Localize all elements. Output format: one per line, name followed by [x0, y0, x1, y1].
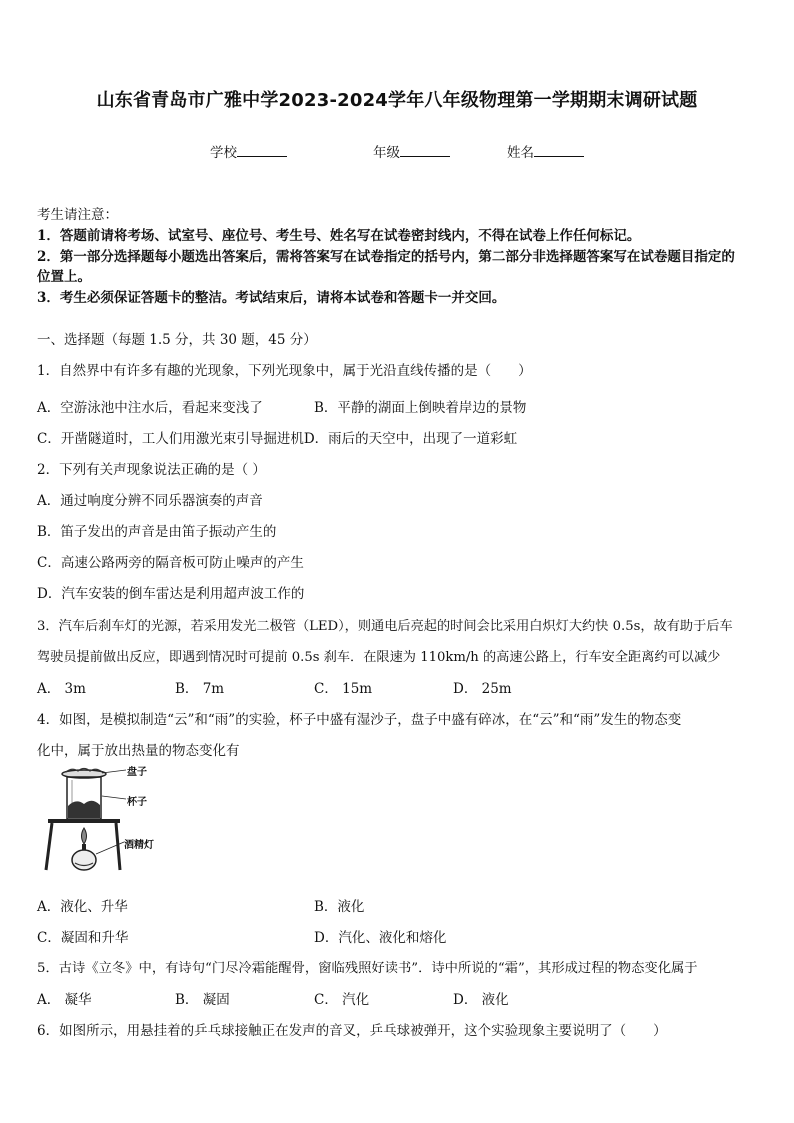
cup-label: 杯子	[127, 797, 147, 808]
q3-stem-line2: 驾驶员提前做出反应，即遇到情况时可提前 0.5s 刹车．在限速为 110km/h 的高速公路上，行车安全距离约可以减少	[37, 650, 721, 665]
name-label: 姓名	[507, 145, 534, 161]
grade-field	[373, 141, 450, 161]
q1-stem: 1．自然界中有许多有趣的光现象，下列光现象中，属于光沿直线传播的是（ ）	[37, 363, 532, 379]
school-field	[210, 141, 287, 161]
q2-option-a: A．通过响度分辨不同乐器演奏的声音	[37, 493, 263, 509]
q3-option-d: D． 25m	[453, 681, 512, 697]
plate-label: 盘子	[127, 767, 147, 778]
lamp-label: 酒精灯	[124, 840, 154, 851]
name-blank	[534, 143, 584, 157]
section-heading: 一、选择题（每题 1.5 分，共 30 题，45 分）	[37, 332, 317, 348]
q4-option-a: A．液化、升华	[37, 899, 128, 915]
q4-stem-line2: 化中，属于放出热量的物态变化有	[37, 743, 240, 759]
q3-option-a: A． 3m	[37, 681, 86, 697]
school-blank	[237, 143, 287, 157]
q5-option-c: C． 汽化	[314, 992, 370, 1008]
q5-stem: 5．古诗《立冬》中，有诗句“门尽冷霜能醒骨，窗临残照好读书”．诗中所说的“霜”，其形成过程的物态变化属于	[37, 961, 698, 976]
name-field	[507, 141, 584, 161]
grade-blank	[400, 143, 450, 157]
q4-option-b: B．液化	[314, 899, 365, 915]
grade-label: 年级	[373, 145, 400, 161]
q4-option-c: C．凝固和升华	[37, 930, 129, 946]
school-label: 学校	[210, 145, 237, 161]
q4-stem-line1: 4．如图，是模拟制造“云”和“雨”的实验，杯子中盛有湿沙子，盘子中盛有碎冰，在“云”和“雨”发生的物态变	[37, 712, 682, 728]
note-item: 1．答题前请将考场、试室号、座位号、考生号、姓名写在试卷密封线内，不得在试卷上作任何标记。	[37, 228, 641, 244]
q2-stem: 2．下列有关声现象说法正确的是（ ）	[37, 462, 266, 478]
q4-option-d: D．汽化、液化和熔化	[314, 930, 447, 946]
q3-option-c: C． 15m	[314, 681, 373, 697]
apparatus-drawing	[42, 766, 162, 874]
q5-option-a: A． 凝华	[37, 992, 92, 1008]
q2-option-b: B．笛子发出的声音是由笛子振动产生的	[37, 524, 277, 540]
q2-option-c: C．高速公路两旁的隔音板可防止噪声的产生	[37, 555, 304, 571]
note-item: 位置上。	[37, 269, 91, 285]
note-item: 2．第一部分选择题每小题选出答案后，需将答案写在试卷指定的括号内，第二部分非选择题答案写在试卷题目指定的	[37, 249, 735, 265]
notes-heading: 考生请注意：	[37, 207, 118, 223]
q1-option-b: B．平静的湖面上倒映着岸边的景物	[314, 400, 527, 416]
cloud-rain-experiment-figure	[42, 766, 162, 874]
q5-option-b: B． 凝固	[175, 992, 230, 1008]
q5-option-d: D． 液化	[453, 992, 509, 1008]
q2-option-d: D．汽车安装的倒车雷达是利用超声波工作的	[37, 586, 305, 602]
q3-stem-line1: 3．汽车后刹车灯的光源，若采用发光二极管（LED），则通电后亮起的时间会比采用白炽灯大约快 0.5s，故有助于后车	[37, 619, 733, 634]
note-item: 3．考生必须保证答题卡的整洁。考试结束后，请将本试卷和答题卡一并交回。	[37, 290, 506, 306]
q1-option-cd: C．开凿隧道时，工人们用激光束引导掘进机D．雨后的天空中，出现了一道彩虹	[37, 431, 518, 447]
q1-option-a: A．空游泳池中注水后，看起来变浅了	[37, 400, 263, 416]
page-title: 山东省青岛市广雅中学2023-2024学年八年级物理第一学期期末调研试题	[96, 90, 698, 111]
q6-stem: 6．如图所示，用悬挂着的乒乓球接触正在发声的音叉，乒乓球被弹开，这个实验现象主要说明了（ ）	[37, 1023, 667, 1039]
q3-option-b: B． 7m	[175, 681, 225, 697]
